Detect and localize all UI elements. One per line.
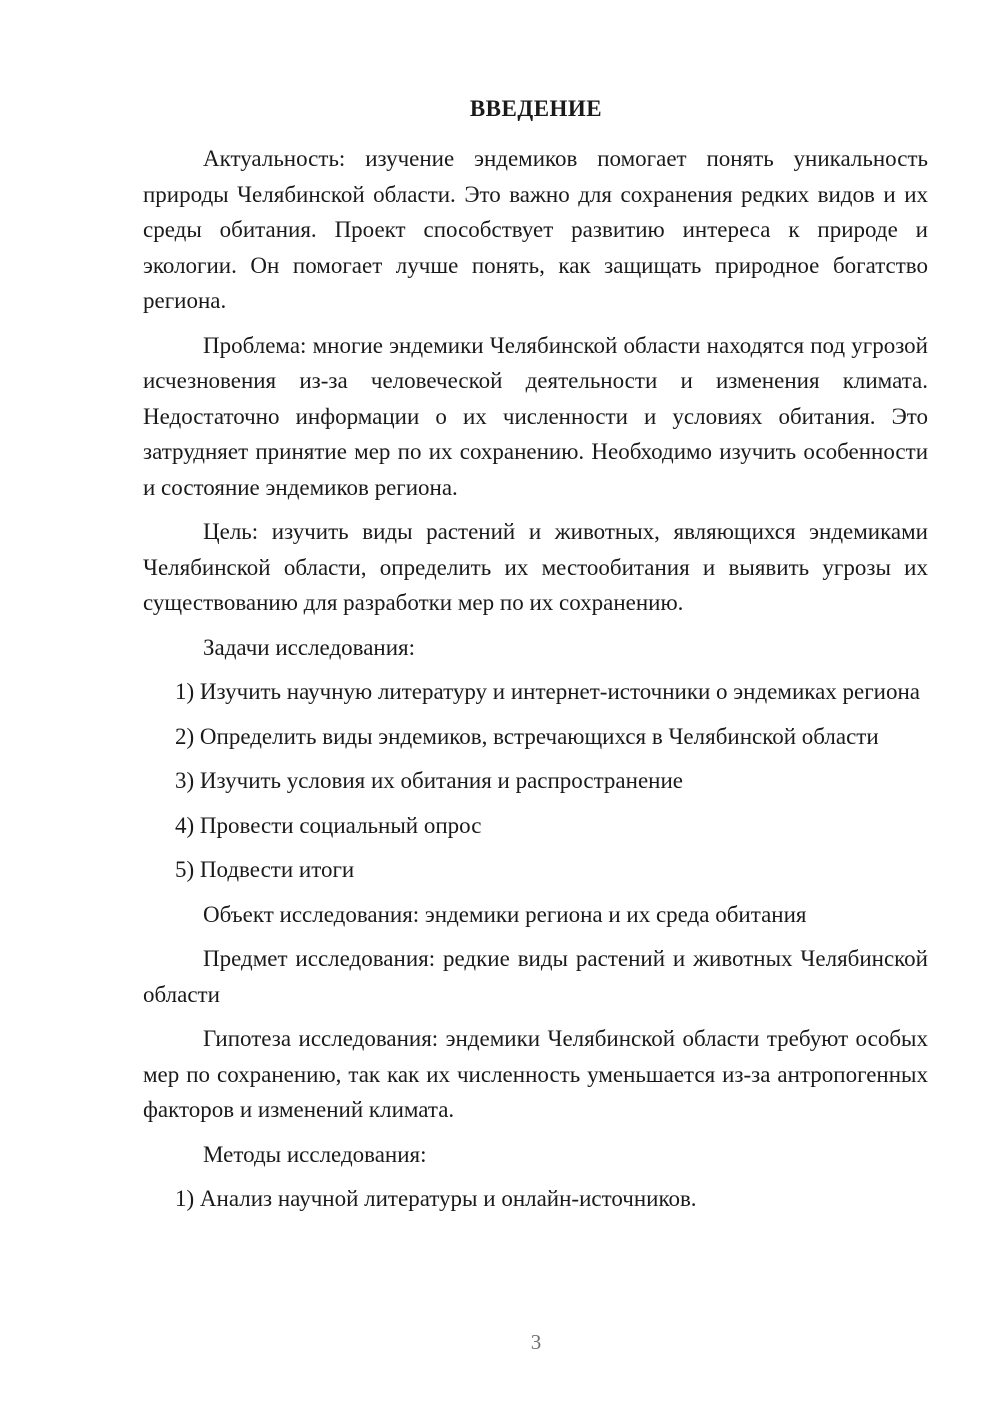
relevance-paragraph: Актуальность: изучение эндемиков помогает понять уникальность природы Челябинской области. Это важно для сохранения редких видов и их среды обитания. Проект способствует развитию интереса к природе и экологии. Он помогает лучше понять, как защищать природное богатство региона. (143, 146, 928, 313)
task-item: 5) Подвести итоги (175, 857, 355, 882)
subject-paragraph: Предмет исследования: редкие виды растений и животных Челябинской области (143, 946, 928, 1007)
task-item: 1) Изучить научную литературу и интернет-источники о эндемиках региона (175, 679, 921, 704)
task-item: 3) Изучить условия их обитания и распространение (175, 768, 683, 793)
problem-paragraph: Проблема: многие эндемики Челябинской области находятся под угрозой исчезновения из-за человеческой деятельности и изменения климата. Недостаточно информации о их численности и условиях обитания. Это затрудняет принятие мер по их сохранению. Необходимо изучить особенности и состояние эндемиков региона. (143, 332, 928, 500)
task-item: 2) Определить виды эндемиков, встречающихся в Челябинской области (175, 723, 879, 749)
task-item: 4) Провести социальный опрос (175, 812, 482, 838)
tasks-title: Задачи исследования: (203, 634, 416, 660)
methods-title: Методы исследования: (203, 1141, 427, 1167)
goal-paragraph: Цель: изучить виды растений и животных, являющихся эндемиками Челябинской области, определить их местообитания и выявить угрозы их существованию для разработки мер по их сохранению. (143, 519, 928, 615)
method-item: 1) Анализ научной литературы и онлайн-источников. (175, 1186, 697, 1211)
page-body (143, 141, 928, 1226)
page-number: 3 (530, 1330, 542, 1354)
section-heading: ВВЕДЕНИЕ (469, 96, 603, 121)
object-paragraph: Объект исследования: эндемики региона и их среда обитания (203, 901, 807, 927)
hypothesis-paragraph: Гипотеза исследования: эндемики Челябинской области требуют особых мер по сохранению, так как их численность уменьшается из-за антропогенных факторов и изменений климата. (143, 1026, 928, 1122)
